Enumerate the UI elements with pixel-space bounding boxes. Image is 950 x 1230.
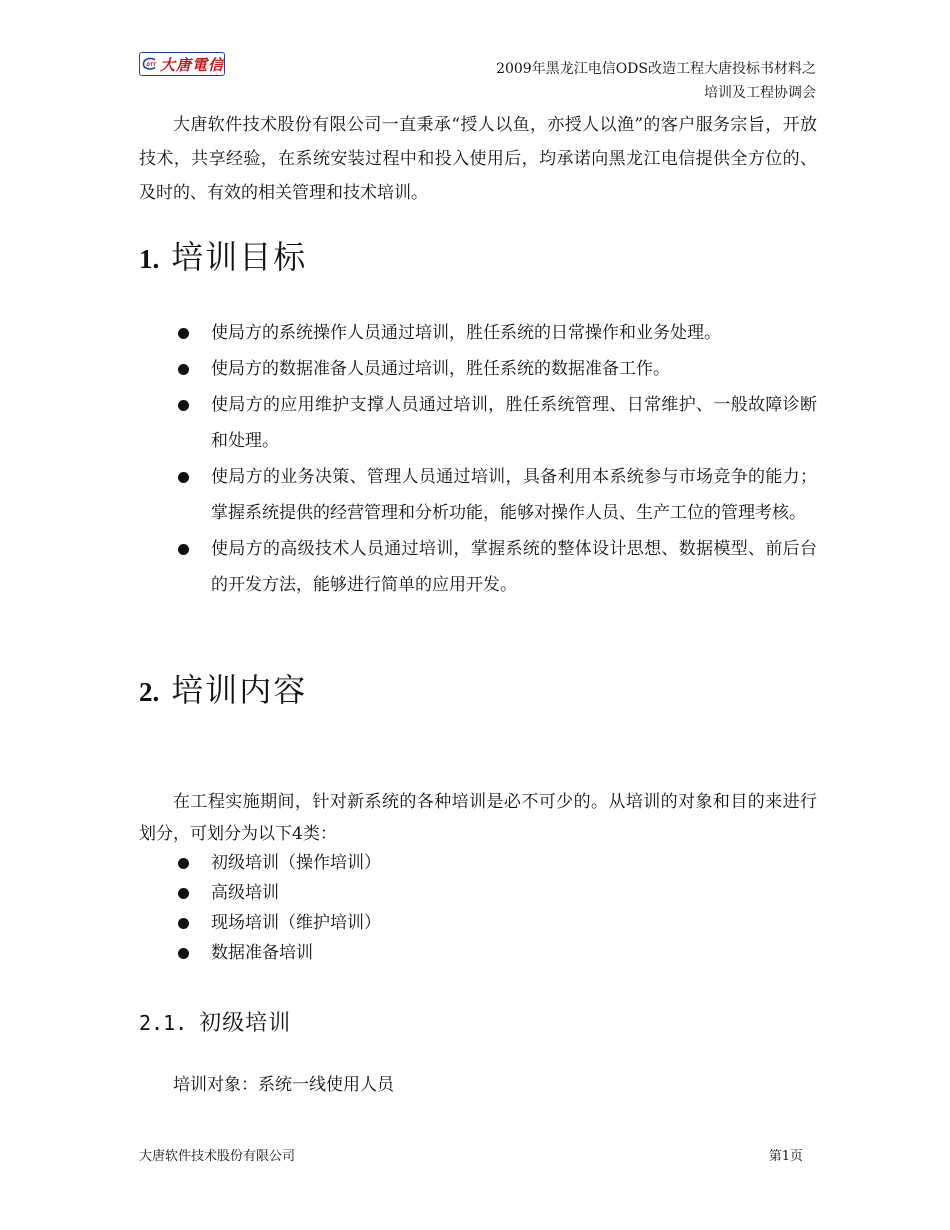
intro-paragraph: 大唐软件技术股份有限公司一直秉承“授人以鱼，亦授人以渔”的客户服务宗旨，开放技术，共享经验，在系统安装过程中和投入使用后，均承诺向黑龙江电信提供全方位的、及时的、有效的相关管理和技术培训。: [139, 115, 817, 203]
bullet-icon: [178, 400, 189, 411]
bullet-icon: [178, 472, 189, 483]
logo-swoosh-icon: [142, 55, 158, 73]
list-item: [174, 878, 817, 908]
list-item: [174, 459, 817, 531]
list-item-text: 使局方的系统操作人员通过培训，胜任系统的日常操作和业务处理。: [211, 323, 721, 343]
list-item-text: 高级培训: [211, 883, 279, 903]
list-item-text: 初级培训（操作培训）: [211, 853, 381, 873]
bullet-icon: [178, 888, 189, 899]
page-footer: [139, 1145, 803, 1164]
footer-page-number: 第1页: [768, 1149, 803, 1164]
svg-text:DTT: DTT: [146, 63, 156, 69]
bullet-icon: [178, 858, 189, 869]
bullet-icon: [178, 948, 189, 959]
section-1-heading: [139, 232, 307, 278]
section-1-number: 1.: [139, 244, 160, 274]
list-item: [174, 315, 817, 351]
list-item-text: 使局方的应用维护支撑人员通过培训，胜任系统管理、日常维护、一般故障诊断和处理。: [211, 395, 817, 451]
list-item-text: 现场培训（维护培训）: [211, 913, 381, 933]
list-item-text: 使局方的数据准备人员通过培训，胜任系统的数据准备工作。: [211, 359, 670, 379]
training-goals-list: [174, 315, 817, 603]
section-2-number: 2.: [139, 677, 160, 707]
training-target-text: 培训对象：系统一线使用人员: [173, 1075, 394, 1095]
logo-text: 大唐電信: [159, 55, 224, 74]
bullet-icon: [178, 328, 189, 339]
section-1-title: 培训目标: [171, 238, 308, 276]
list-item: [174, 908, 817, 938]
header-title-line-2: 培训及工程协调会: [704, 85, 816, 101]
section-2-1-title: 初级培训: [199, 1011, 292, 1036]
document-header-title: [496, 57, 816, 105]
company-logo: [139, 52, 225, 76]
list-item: [174, 848, 817, 878]
list-item: [174, 387, 817, 459]
section-2-1-heading: [139, 1006, 291, 1037]
list-item: [174, 938, 817, 968]
bullet-icon: [178, 918, 189, 929]
section-2-title: 培训内容: [171, 671, 308, 709]
list-item-text: 使局方的业务决策、管理人员通过培训，具备利用本系统参与市场竞争的能力；掌握系统提供的经营管理和分析功能，能够对操作人员、生产工位的管理考核。: [211, 467, 817, 523]
training-types-list: [174, 848, 817, 968]
list-item: [174, 351, 817, 387]
list-item: [174, 531, 817, 603]
list-item-text: 数据准备培训: [211, 943, 313, 963]
header-title-line-1: 2009年黑龙江电信ODS改造工程大唐投标书材料之: [496, 61, 816, 77]
section-2-1-number: 2.1.: [139, 1011, 188, 1035]
footer-company: 大唐软件技术股份有限公司: [139, 1149, 296, 1164]
section-2-intro: 在工程实施期间，针对新系统的各种培训是必不可少的。从培训的对象和目的来进行划分，可划分为以下4类：: [139, 792, 817, 844]
list-item-text: 使局方的高级技术人员通过培训，掌握系统的整体设计思想、数据模型、前后台的开发方法，能够进行简单的应用开发。: [211, 539, 817, 595]
section-2-heading: [139, 665, 307, 711]
bullet-icon: [178, 544, 189, 555]
bullet-icon: [178, 364, 189, 375]
